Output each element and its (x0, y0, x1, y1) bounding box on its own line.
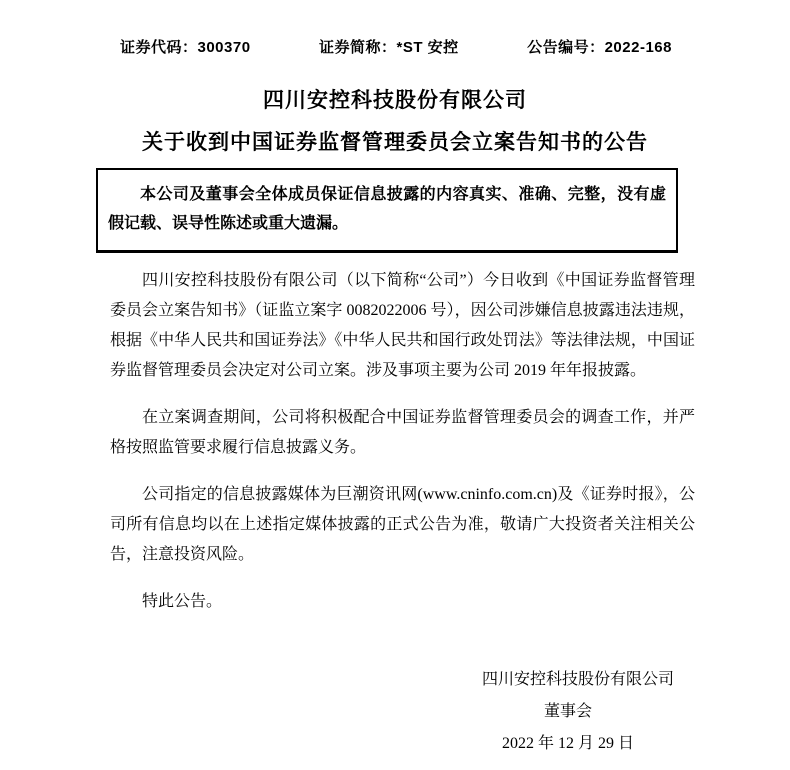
signature-block (462, 664, 674, 760)
disclaimer-box (96, 168, 678, 253)
stock-abbreviation: 证券简称：*ST 安控 (318, 39, 459, 56)
paragraph-disclosure-media: 公司指定的信息披露媒体为巨潮资讯网(www.cninfo.com.cn)及《证券时报》，公司所有信息均以在上述指定媒体披露的正式公告为准，敬请广大投资者关注相关公告，注意投资风险。 (110, 486, 695, 563)
document-header (120, 36, 672, 57)
announcement-title: 关于收到中国证券监督管理委员会立案告知书的公告 (142, 131, 648, 154)
paragraph-cooperation-statement: 在立案调查期间，公司将积极配合中国证券监督管理委员会的调查工作，并严格按照监管要求履行信息披露义务。 (110, 409, 695, 456)
disclaimer-text: 本公司及董事会全体成员保证信息披露的内容真实、准确、完整，没有虚假记载、误导性陈述或重大遗漏。 (108, 186, 666, 232)
signature-date: 2022 年 12 月 29 日 (501, 735, 634, 752)
paragraph-case-filing-notice: 四川安控科技股份有限公司（以下简称“公司”）今日收到《中国证券监督管理委员会立案告知书》（证监立案字 0082022006 号），因公司涉嫌信息披露违法违规，根据《中华人民共和国证券法》《中华人民共和国行政处罚法》等法律法规，中国证券监督管理委员会决定对公司立案。涉及事项主要为公司 2019 年年报披露。 (110, 272, 695, 379)
signature-company: 四川安控科技股份有限公司 (481, 671, 674, 688)
company-name-title: 四川安控科技股份有限公司 (263, 89, 527, 112)
announcement-number: 公告编号：2022-168 (527, 39, 672, 56)
stock-code: 证券代码：300370 (120, 39, 251, 56)
signature-board: 董事会 (543, 703, 592, 720)
announcement-body (110, 266, 695, 634)
paragraph-closing: 特此公告。 (142, 593, 223, 610)
